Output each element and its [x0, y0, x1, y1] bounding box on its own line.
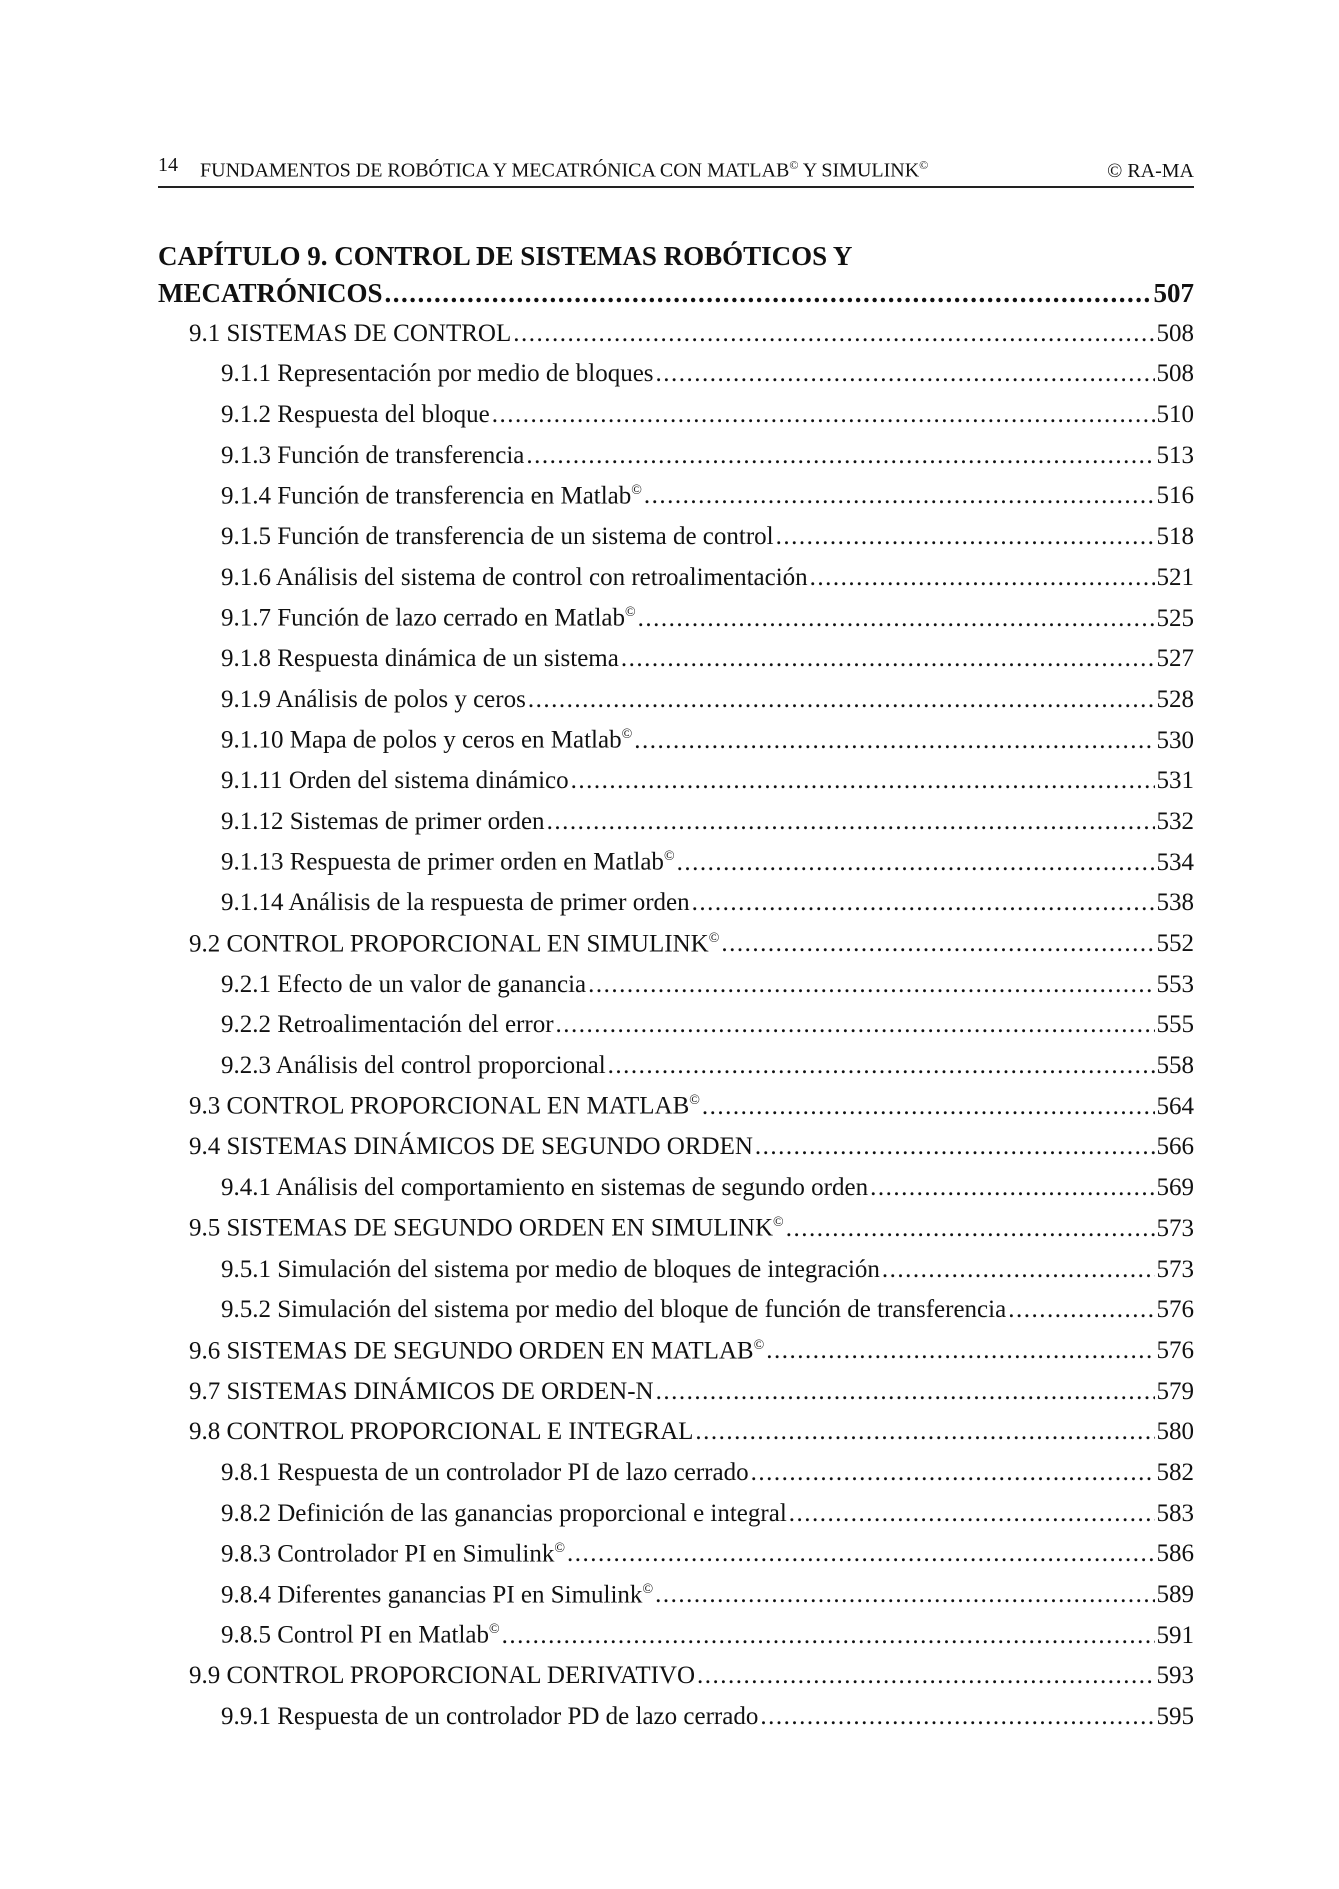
toc-entry-label [189, 1659, 695, 1693]
toc-entry-text: 9.5 SISTEMAS DE SEGUNDO ORDEN EN SIMULINK [189, 1214, 774, 1242]
toc-entry-page: 583 [1156, 1499, 1194, 1527]
toc-entry-page: 573 [1156, 1255, 1194, 1283]
copyright-mark: © [489, 1622, 500, 1638]
toc-entry-text: 9.1.4 Función de transferencia en Matlab [221, 482, 632, 510]
toc-entry [158, 391, 1194, 432]
toc-entry [158, 717, 1194, 758]
toc-entry-label [221, 439, 524, 473]
toc-entry-text: 9.6 SISTEMAS DE SEGUNDO ORDEN EN MATLAB [189, 1336, 754, 1364]
toc-entry-page: 593 [1156, 1662, 1194, 1690]
toc-entry [158, 595, 1194, 636]
leader-dots [638, 602, 1155, 636]
leader-dots [702, 1090, 1155, 1124]
toc-entry-page: 518 [1156, 523, 1194, 551]
toc-entry-text: 9.1.13 Respuesta de primer orden en Matlab [221, 848, 664, 876]
leader-dots [502, 1619, 1155, 1653]
toc-entry-page: 553 [1156, 970, 1194, 998]
toc-entry-page: 564 [1156, 1092, 1194, 1120]
leader-dots [655, 1578, 1154, 1612]
toc-entry-label [221, 805, 545, 839]
leader-dots [692, 886, 1155, 920]
toc-entry [158, 839, 1194, 880]
toc-entry-text: 9.2 CONTROL PROPORCIONAL EN SIMULINK [189, 930, 709, 957]
publisher: © RA-MA [1107, 160, 1194, 182]
toc-entry-label [189, 1084, 700, 1123]
leader-dots [621, 642, 1155, 676]
toc-entry-label [221, 1497, 787, 1531]
toc-entry [158, 636, 1194, 677]
toc-entry-label [221, 968, 586, 1002]
toc-entry-label [221, 561, 808, 595]
toc-entry-text: 9.8.4 Diferentes ganancias PI en Simulink [221, 1581, 643, 1608]
toc-entry-label [189, 1415, 693, 1449]
toc-entry-label [221, 886, 690, 920]
toc-entry-label [221, 520, 774, 554]
toc-entry-label [221, 1008, 554, 1042]
toc-entry-page: 580 [1156, 1418, 1194, 1446]
toc-entry-text: 9.5.2 Simulación del sistema por medio del bloque de función de transferencia [221, 1296, 1007, 1324]
copyright-mark: © [625, 605, 636, 621]
toc-entry-page: 513 [1156, 441, 1194, 469]
leader-dots [513, 317, 1154, 351]
toc-entry-page: 582 [1156, 1458, 1194, 1486]
toc-entry-label [221, 718, 632, 757]
leader-dots [751, 1456, 1155, 1490]
leader-dots [677, 846, 1155, 880]
toc-entry [158, 513, 1194, 554]
toc-entry [158, 1531, 1194, 1572]
toc-entry-text: 9.1.5 Función de transferencia de un sistema de control [221, 523, 774, 551]
leader-dots [755, 1130, 1155, 1164]
toc-entry-page: 528 [1156, 685, 1194, 713]
leader-dots [656, 1375, 1155, 1409]
leader-dots [697, 1659, 1154, 1693]
toc-entry-label [221, 1171, 868, 1205]
toc-entry-text: 9.9 CONTROL PROPORCIONAL DERIVATIVO [189, 1662, 696, 1690]
toc-entry-text: 9.5.1 Simulación del sistema por medio de bloques de integración [221, 1255, 880, 1283]
toc-entry [158, 1449, 1194, 1490]
toc-entry-page: 525 [1156, 604, 1194, 632]
toc-entry-page: 516 [1156, 482, 1194, 510]
toc-entry-page: 555 [1156, 1011, 1194, 1039]
toc-entry-text: 9.8.2 Definición de las ganancias proporcional e integral [221, 1499, 787, 1527]
toc-entry-text: 9.8.5 Control PI en Matlab [221, 1621, 490, 1649]
toc-entry-label [221, 1253, 880, 1287]
leader-dots [789, 1497, 1155, 1531]
copyright-mark: © [621, 727, 633, 743]
toc-entry [158, 1002, 1194, 1043]
toc-entry-page: 510 [1156, 401, 1194, 429]
toc-entry [158, 1083, 1194, 1124]
toc-entry [158, 1368, 1194, 1409]
toc-entry-label [221, 683, 526, 717]
toc-entry-label [221, 1573, 653, 1612]
copyright-mark: © [708, 930, 720, 946]
leader-dots [547, 805, 1155, 839]
toc-entry-page: 558 [1156, 1052, 1194, 1080]
toc-entry-page: 531 [1156, 767, 1194, 795]
leader-dots [776, 520, 1155, 554]
toc-entry-text: 9.8.3 Controlador PI en Simulink [221, 1540, 555, 1568]
toc-entry-label [221, 474, 642, 513]
copyright-mark: © [663, 849, 675, 865]
leader-dots [695, 1415, 1154, 1449]
toc-entry-label [221, 596, 636, 635]
toc-entry [158, 880, 1194, 921]
copyright-mark: © [753, 1337, 765, 1353]
leader-dots [528, 683, 1155, 717]
toc-entry-text: 9.1.11 Orden del sistema dinámico [221, 767, 569, 795]
leader-dots [721, 927, 1154, 961]
toc-entry-page: 527 [1156, 645, 1194, 673]
toc-entry-text: 9.1.3 Función de transferencia [221, 441, 525, 469]
toc-entry-text: 9.1.10 Mapa de polos y ceros en Matlab [221, 726, 622, 754]
toc-entry-page: 573 [1156, 1214, 1194, 1242]
leader-dots [882, 1253, 1155, 1287]
toc-entry-page: 576 [1156, 1336, 1194, 1364]
toc-entry-text: 9.1.8 Respuesta dinámica de un sistema [221, 645, 619, 673]
toc-entry [158, 1571, 1194, 1612]
leader-dots [1008, 1293, 1154, 1327]
toc-entry-text: 9.8 CONTROL PROPORCIONAL E INTEGRAL [189, 1418, 694, 1446]
leader-dots [810, 561, 1155, 595]
toc-entry-label [189, 1130, 753, 1164]
toc-entries [158, 310, 1194, 1734]
toc-entry-page: 569 [1156, 1174, 1194, 1202]
toc-entry [158, 1246, 1194, 1287]
leader-dots [608, 1049, 1155, 1083]
leader-dots [492, 398, 1155, 432]
toc-entry [158, 798, 1194, 839]
running-header [158, 156, 1194, 188]
toc-entry [158, 758, 1194, 799]
toc-entry-page: 591 [1156, 1621, 1194, 1649]
leader-dots [588, 968, 1154, 1002]
toc-entry-page: 579 [1156, 1377, 1194, 1405]
toc-entry-page: 508 [1156, 319, 1194, 347]
toc-entry [158, 1205, 1194, 1246]
toc-entry-label [221, 642, 619, 676]
toc-entry-label [221, 840, 675, 879]
toc-entry-page: 589 [1156, 1581, 1194, 1608]
toc-entry [158, 1327, 1194, 1368]
toc-entry-page: 532 [1156, 807, 1194, 835]
copyright-mark: © [631, 483, 642, 499]
toc-entry-text: 9.4 SISTEMAS DINÁMICOS DE SEGUNDO ORDEN [189, 1133, 753, 1161]
page-number: 14 [158, 154, 178, 177]
toc-entry-label [189, 1206, 784, 1245]
toc-entry-label [189, 1329, 764, 1368]
toc-entry [158, 1287, 1194, 1328]
toc-entry [158, 961, 1194, 1002]
toc-entry-text: 9.1.2 Respuesta del bloque [221, 401, 490, 429]
toc-entry [158, 1409, 1194, 1450]
leader-dots [656, 357, 1155, 391]
toc-entry-text: 9.9.1 Respuesta de un controlador PD de lazo cerrado [221, 1703, 759, 1731]
leader-dots [644, 479, 1155, 513]
toc-entry-label [221, 1700, 758, 1734]
toc-entry-page: 534 [1156, 848, 1194, 876]
toc-entry [158, 1653, 1194, 1694]
toc-entry-text: 9.4.1 Análisis del comportamiento en sistemas de segundo orden [221, 1174, 869, 1202]
toc-entry-text: 9.8.1 Respuesta de un controlador PI de lazo cerrado [221, 1458, 749, 1486]
toc-entry-text: 9.7 SISTEMAS DINÁMICOS DE ORDEN-N [189, 1377, 654, 1405]
toc-entry-page: 586 [1156, 1540, 1194, 1568]
toc-entry-label [221, 1456, 749, 1490]
toc-entry [158, 1042, 1194, 1083]
copyright-mark: © [773, 1215, 784, 1231]
toc-entry-label [189, 922, 719, 961]
toc-entry-label [221, 1532, 565, 1571]
toc-entry-page: 508 [1156, 360, 1194, 388]
toc-entry-label [189, 1375, 654, 1409]
leader-dots [571, 764, 1155, 798]
toc-entry-label [221, 357, 654, 391]
copyright-mark: © [789, 158, 799, 173]
toc-entry-text: 9.2.3 Análisis del control proporcional [221, 1052, 606, 1080]
toc-entry [158, 1124, 1194, 1165]
toc-entry [158, 920, 1194, 961]
toc-entry [158, 310, 1194, 351]
leader-dots [567, 1537, 1155, 1571]
toc-entry-page: 566 [1156, 1133, 1194, 1161]
toc-entry-text: 9.1.14 Análisis de la respuesta de primer orden [221, 889, 690, 917]
toc-entry-page: 538 [1156, 889, 1194, 917]
toc-entry-label [221, 1049, 606, 1083]
chapter-entry [158, 274, 1194, 310]
toc-entry [158, 1164, 1194, 1205]
chapter-title-continued: MECATRÓNICOS [158, 278, 383, 308]
copyright-mark: © [642, 1581, 654, 1597]
toc-entry-page: 576 [1156, 1296, 1194, 1324]
toc-entry [158, 1693, 1194, 1734]
toc-entry-page: 552 [1156, 930, 1194, 957]
book-title-part2: Y SIMULINK [798, 160, 920, 182]
toc-entry-text: 9.1.1 Representación por medio de bloques [221, 360, 654, 388]
toc-entry [158, 351, 1194, 392]
toc-entry [158, 554, 1194, 595]
toc-entry-text: 9.1.12 Sistemas de primer orden [221, 807, 545, 835]
toc-entry [158, 1490, 1194, 1531]
leader-dots [385, 276, 1152, 310]
toc-entry [158, 1612, 1194, 1653]
toc-entry-text: 9.3 CONTROL PROPORCIONAL EN MATLAB [189, 1092, 690, 1120]
book-title [200, 150, 928, 186]
table-of-contents [158, 238, 1194, 1734]
leader-dots [634, 724, 1154, 758]
copyright-mark: © [689, 1093, 700, 1109]
toc-entry-page: 595 [1156, 1703, 1194, 1731]
chapter-page: 507 [1153, 278, 1194, 308]
leader-dots [556, 1008, 1155, 1042]
toc-entry-text: 9.1.6 Análisis del sistema de control con retroalimentación [221, 563, 808, 591]
toc-entry-text: 9.2.1 Efecto de un valor de ganancia [221, 970, 587, 998]
toc-entry-label [221, 398, 490, 432]
book-title-part1: FUNDAMENTOS DE ROBÓTICA Y MECATRÓNICA CON MATLAB [200, 160, 790, 182]
toc-entry [158, 676, 1194, 717]
toc-entry-label [221, 1293, 1006, 1327]
toc-entry-page: 521 [1156, 563, 1194, 591]
chapter-title: CAPÍTULO 9. CONTROL DE SISTEMAS ROBÓTICOS Y [158, 241, 853, 271]
copyright-mark: © [554, 1540, 565, 1556]
toc-entry-text: 9.1 SISTEMAS DE CONTROL [189, 319, 512, 347]
copyright-mark: © [919, 158, 929, 173]
toc-entry-text: 9.1.7 Función de lazo cerrado en Matlab [221, 604, 626, 632]
leader-dots [760, 1700, 1154, 1734]
header-left [158, 150, 928, 186]
toc-entry-label [221, 1613, 500, 1652]
toc-entry-label [221, 764, 569, 798]
leader-dots [870, 1171, 1154, 1205]
leader-dots [786, 1212, 1155, 1246]
toc-entry-text: 9.1.9 Análisis de polos y ceros [221, 685, 526, 713]
toc-entry-label [189, 317, 511, 351]
toc-entry-page: 530 [1156, 726, 1194, 754]
toc-entry-text: 9.2.2 Retroalimentación del error [221, 1011, 554, 1039]
toc-entry [158, 473, 1194, 514]
leader-dots [766, 1334, 1154, 1368]
toc-entry [158, 432, 1194, 473]
leader-dots [526, 439, 1154, 473]
